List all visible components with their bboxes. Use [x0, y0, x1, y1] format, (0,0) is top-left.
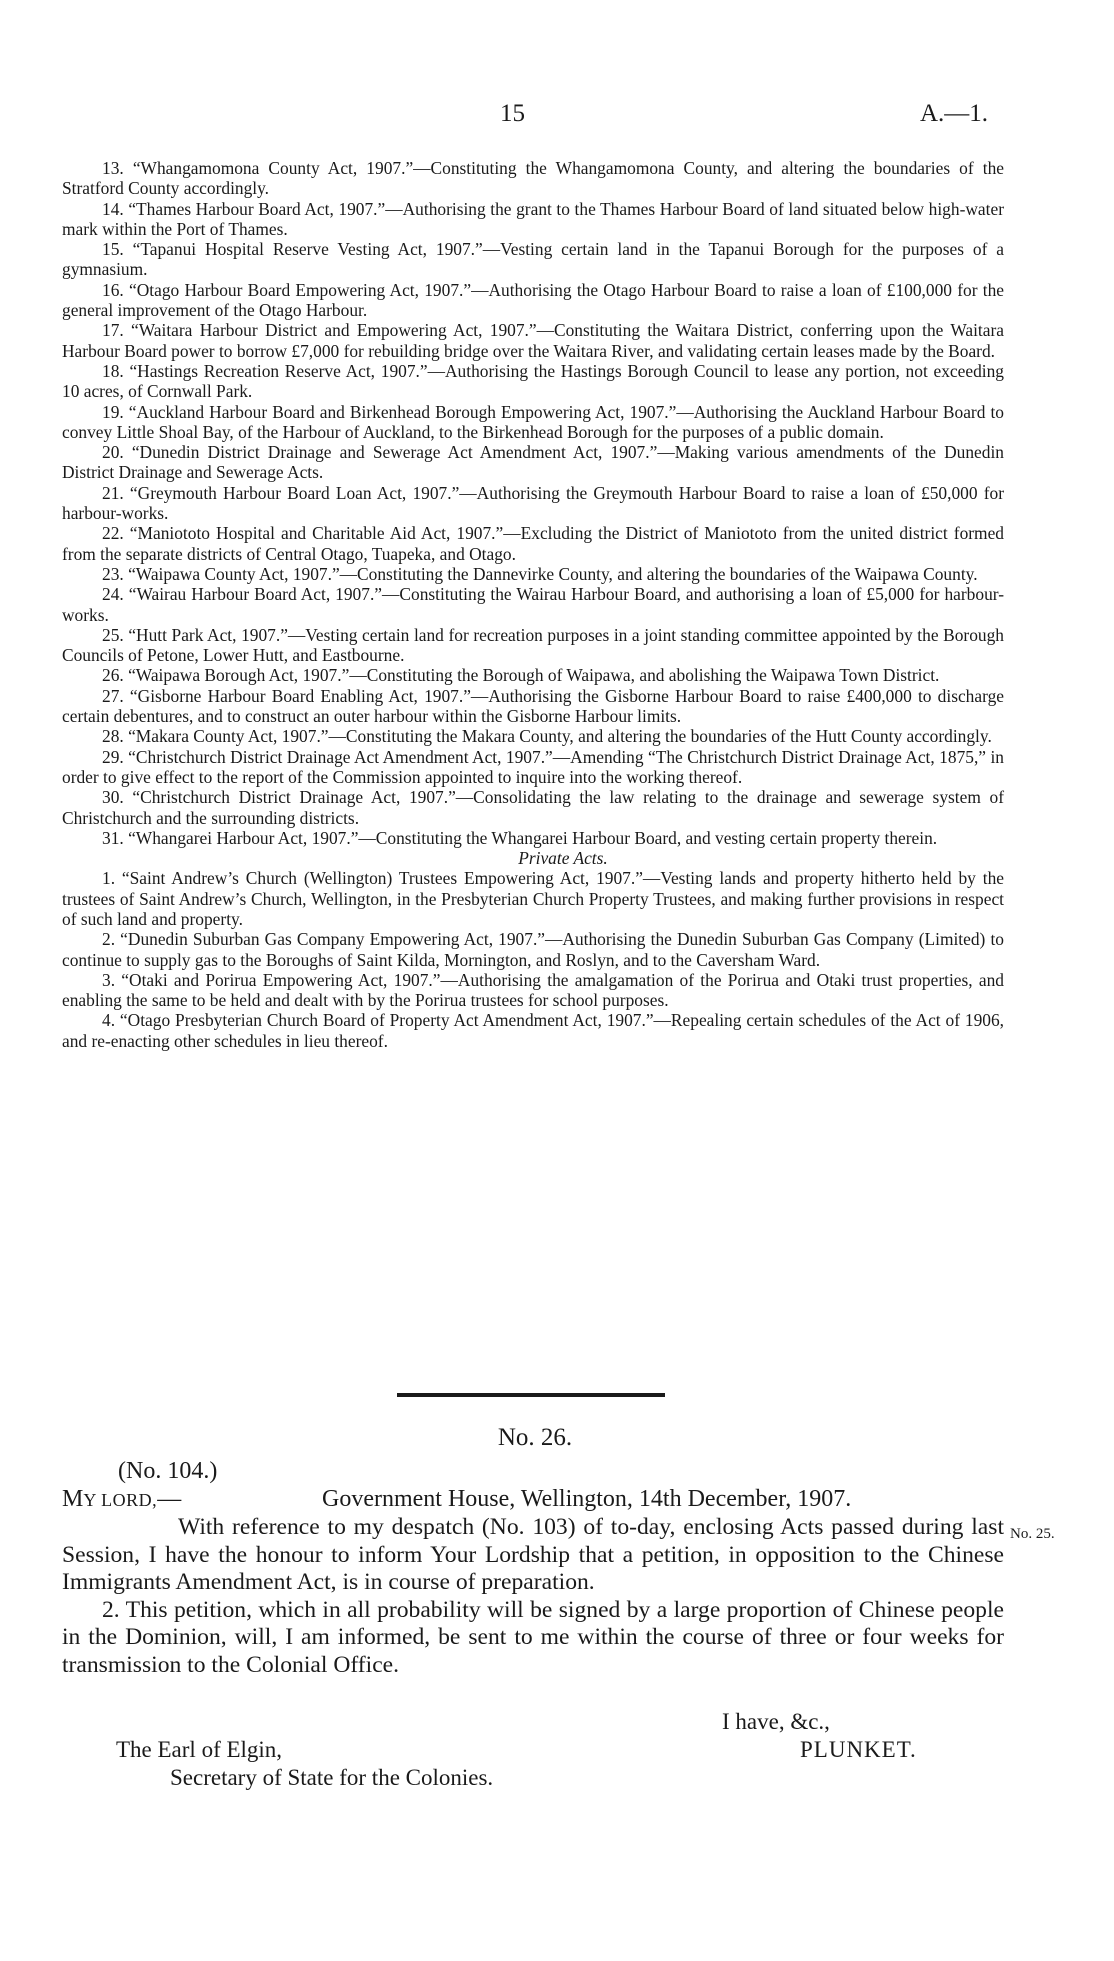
addressee-name: The Earl of Elgin, [116, 1737, 283, 1762]
signature: PLUNKET. [800, 1737, 917, 1762]
act-entry: 14. “Thames Harbour Board Act, 1907.”—Authorising the grant to the Thames Harbour Board of land situated below high-water mark within the Port of Thames. [62, 198, 1004, 239]
act-entry: 29. “Christchurch District Drainage Act Amendment Act, 1907.”—Amending “The Christchurch District Drainage Act, 1875,” in order to give effect to the report of the Commission appointed to inquire into the working thereof. [62, 746, 1004, 787]
private-act-entry: 4. “Otago Presbyterian Church Board of Property Act Amendment Act, 1907.”—Repealing certain schedules of the Act of 1906, and re-enacting other schedules in lieu thereof. [62, 1010, 1004, 1051]
document-number: No. 26. [497, 1424, 573, 1451]
act-entry: 15. “Tapanui Hospital Reserve Vesting Act, 1907.”—Vesting certain land in the Tapanui Borough for the purposes of a gymnasium. [62, 239, 1004, 280]
private-acts-heading: Private Acts. [518, 848, 608, 869]
salutation [62, 1486, 181, 1513]
act-entry: 23. “Waipawa County Act, 1907.”—Constituting the Dannevirke County, and altering the boundaries of the Waipawa County. [102, 563, 978, 584]
letter-body [62, 1514, 1004, 1679]
page-number: 15 [500, 100, 525, 127]
act-entry: 18. “Hastings Recreation Reserve Act, 1907.”—Authorising the Hastings Borough Council to lease any portion, not exceeding 10 acres, of Cornwall Park. [62, 360, 1004, 402]
acts-list [62, 158, 1004, 1051]
act-entry: 25. “Hutt Park Act, 1907.”—Vesting certain land for recreation purposes in a joint standing committee appointed by the Borough Councils of Petone, Lower Hutt, and Eastbourne. [62, 624, 1004, 666]
addressee-title: Secretary of State for the Colonies. [170, 1765, 494, 1790]
act-entry: 26. “Waipawa Borough Act, 1907.”—Constituting the Borough of Waipawa, and abolishing the Waipawa Town District. [102, 665, 940, 686]
act-entry: 30. “Christchurch District Drainage Act, 1907.”—Consolidating the law relating to the drainage and sewerage system of Christchurch and the surrounding districts. [62, 787, 1004, 828]
act-entry: 19. “Auckland Harbour Board and Birkenhead Borough Empowering Act, 1907.”—Authorising the Auckland Harbour Board to convey Little Shoal Bay, of the Harbour of Auckland, to the Birkenhead Borough for the purposes of a public domain. [62, 401, 1004, 442]
salutation-initial: M [62, 1486, 84, 1512]
act-entry: 21. “Greymouth Harbour Board Loan Act, 1907.”—Authorising the Greymouth Harbour Board to raise a loan of £50,000 for harbour-works. [62, 482, 1004, 524]
salutation-smallcaps: Y LORD, [83, 1490, 158, 1510]
page-reference: A.—1. [920, 100, 989, 127]
act-entry: 16. “Otago Harbour Board Empowering Act, 1907.”—Authorising the Otago Harbour Board to raise a loan of £100,000 for the general improvement of the Otago Harbour. [62, 279, 1004, 321]
despatch-reference: (No. 104.) [118, 1458, 218, 1484]
private-act-entry: 2. “Dunedin Suburban Gas Company Empowering Act, 1907.”—Authorising the Dunedin Suburban Gas Company (Limited) to continue to supply gas to the Boroughs of Saint Kilda, Mornington, and Roslyn, and to the Caversham Ward. [62, 929, 1004, 970]
letter-paragraph: With reference to my despatch (No. 103) of to-day, enclosing Acts passed during last Session, I have the honour to inform Your Lordship that a petition, in opposition to the Chinese Immigrants Amendment Act, is in course of preparation. [62, 1514, 1004, 1595]
margin-note: No. 25. [1010, 1526, 1055, 1542]
act-entry: 24. “Wairau Harbour Board Act, 1907.”—Constituting the Wairau Harbour Board, and authorising a loan of £5,000 for harbour-works. [62, 584, 1004, 625]
act-entry: 17. “Waitara Harbour District and Empowering Act, 1907.”—Constituting the Waitara District, conferring upon the Waitara Harbour Board power to borrow £7,000 for rebuilding bridge over the Waitara River, and validating certain leases made by the Board. [62, 320, 1004, 361]
act-entry: 20. “Dunedin District Drainage and Sewerage Act Amendment Act, 1907.”—Making various amendments of the Dunedin District Drainage and Sewerage Acts. [62, 442, 1004, 483]
act-entry: 13. “Whangamomona County Act, 1907.”—Constituting the Whangamomona County, and altering the boundaries of the Stratford County accordingly. [62, 158, 1004, 199]
private-act-entry: 1. “Saint Andrew’s Church (Wellington) Trustees Empowering Act, 1907.”—Vesting lands and property hitherto held by the trustees of Saint Andrew’s Church, Wellington, in the Presbyterian Church Property Trustees, and making further provisions in respect of such land and property. [62, 868, 1004, 929]
act-entry: 22. “Maniototo Hospital and Charitable Aid Act, 1907.”—Excluding the District of Maniototo from the united district formed from the separate districts of Central Otago, Tuapeka, and Otago. [62, 523, 1004, 564]
section-divider [397, 1393, 665, 1397]
act-entry: 27. “Gisborne Harbour Board Enabling Act, 1907.”—Authorising the Gisborne Harbour Board to raise £400,000 to discharge certain debentures, and to construct an outer harbour within the Gisborne Harbour limits. [62, 685, 1004, 727]
letter-place-date: Government House, Wellington, 14th December, 1907. [322, 1486, 852, 1512]
act-entry: 31. “Whangarei Harbour Act, 1907.”—Constituting the Whangarei Harbour Board, and vesting certain property therein. [102, 827, 938, 848]
private-act-entry: 3. “Otaki and Porirua Empowering Act, 1907.”—Authorising the amalgamation of the Porirua and Otaki trust properties, and enabling the same to be held and dealt with by the Porirua trustees for school purposes. [62, 969, 1004, 1011]
letter-paragraph: 2. This petition, which in all probability will be signed by a large proportion of Chinese people in the Dominion, will, I am informed, be sent to me within the course of three or four weeks for transmission to the Colonial Office. [62, 1596, 1004, 1678]
act-entry: 28. “Makara County Act, 1907.”—Constituting the Makara County, and altering the boundaries of the Hutt County accordingly. [102, 726, 992, 747]
salutation-dash: — [157, 1486, 182, 1512]
letter-closing: I have, &c., [722, 1709, 830, 1734]
